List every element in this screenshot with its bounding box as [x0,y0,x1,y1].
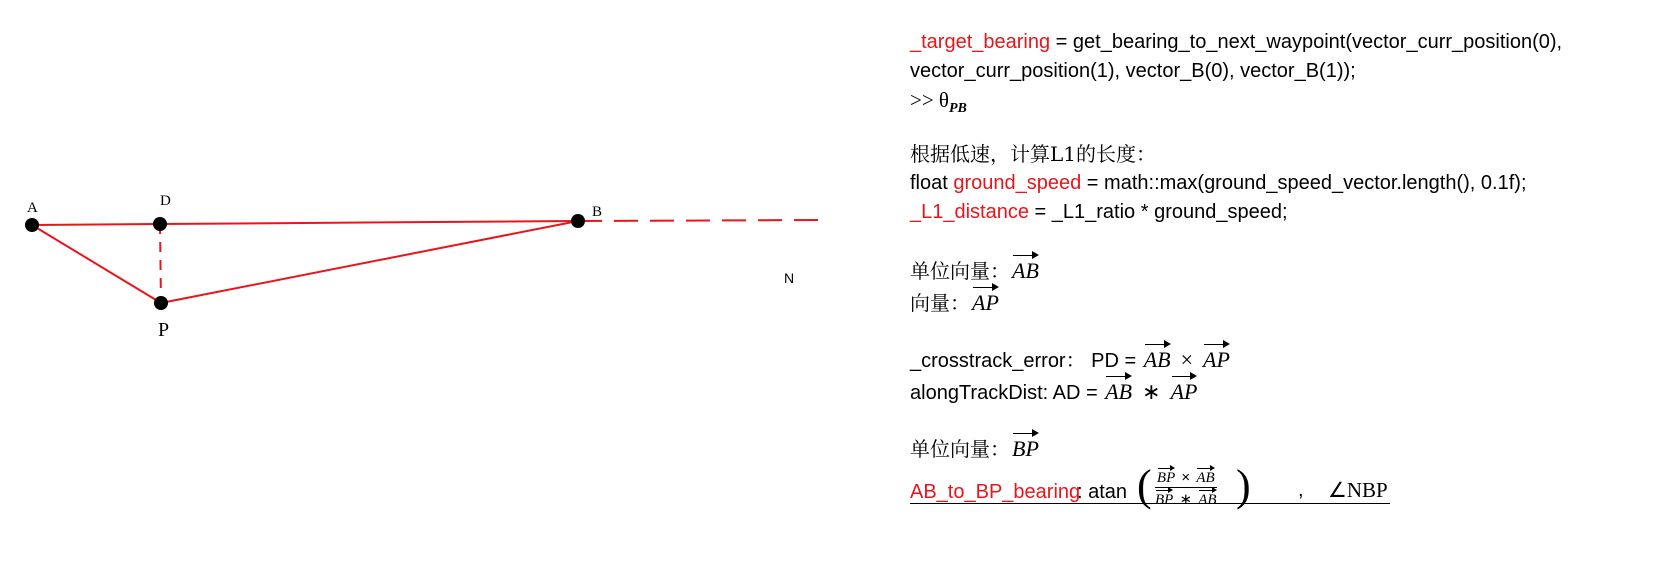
point-B [571,214,585,228]
label-B: B [592,204,603,220]
note-unit-vector-ab: 单位向量：AB [910,252,1650,284]
vector-ap: AP [1171,373,1198,406]
var-ground-speed: ground_speed [953,172,1082,194]
label-A: A [27,200,38,216]
vector-ab: AB [1012,252,1039,285]
note-vector-ap: 向量：AP [910,284,1650,316]
vector-ap: AP [1203,341,1230,374]
segment-DB [160,221,578,224]
extension-B-dashed [578,220,828,221]
var-l1-distance: _L1_distance [910,201,1029,223]
note-crosstrack-error: _crosstrack_error： PD = AB × AP [910,341,1650,373]
label-P: P [158,319,170,341]
note-ab-to-bp-bearing: AB_to_BP_bearing : atan ( BP × AB BP ∗ AB ) , ∠NBP [910,466,1650,516]
segment-AP [32,225,161,303]
point-A [25,218,39,232]
var-target-bearing: _target_bearing [910,31,1051,53]
note-l1-distance: _L1_distance = _L1_ratio * ground_speed; [910,201,1288,223]
note-unit-vector-bp: 单位向量：BP [910,430,1650,462]
point-P [154,296,168,310]
note-theta-pb: >> $\theta_{PB}$ [910,88,967,116]
segment-DP-dashed [160,224,161,303]
note-target-bearing-args: vector_curr_position(1), vector_B(0), vector_B(1)); [910,60,1356,82]
label-D: D [160,193,171,209]
vector-ap: AP [972,284,999,317]
point-D [153,217,167,231]
note-target-bearing: _target_bearing = get_bearing_to_next_waypoint(vector_curr_position(0), [910,31,1563,53]
formula-notes [910,28,1650,516]
var-ab-to-bp-bearing: AB_to_BP_bearing [910,481,1081,503]
label-N: N [784,270,795,286]
vector-ab: AB [1105,373,1132,406]
vector-ab: AB [1144,341,1171,374]
segment-AD [32,224,160,225]
note-l1-heading: 根据低速，计算L1的长度： [910,142,1157,166]
atan-fraction: BP × AB BP ∗ AB [1153,466,1219,509]
note-along-track-dist: alongTrackDist: AD = AB ∗ AP [910,373,1650,405]
note-ground-speed: float ground_speed = math::max(ground_speed_vector.length(), 0.1f); [910,172,1527,194]
vector-bp: BP [1012,430,1039,463]
segment-PB [161,221,578,303]
